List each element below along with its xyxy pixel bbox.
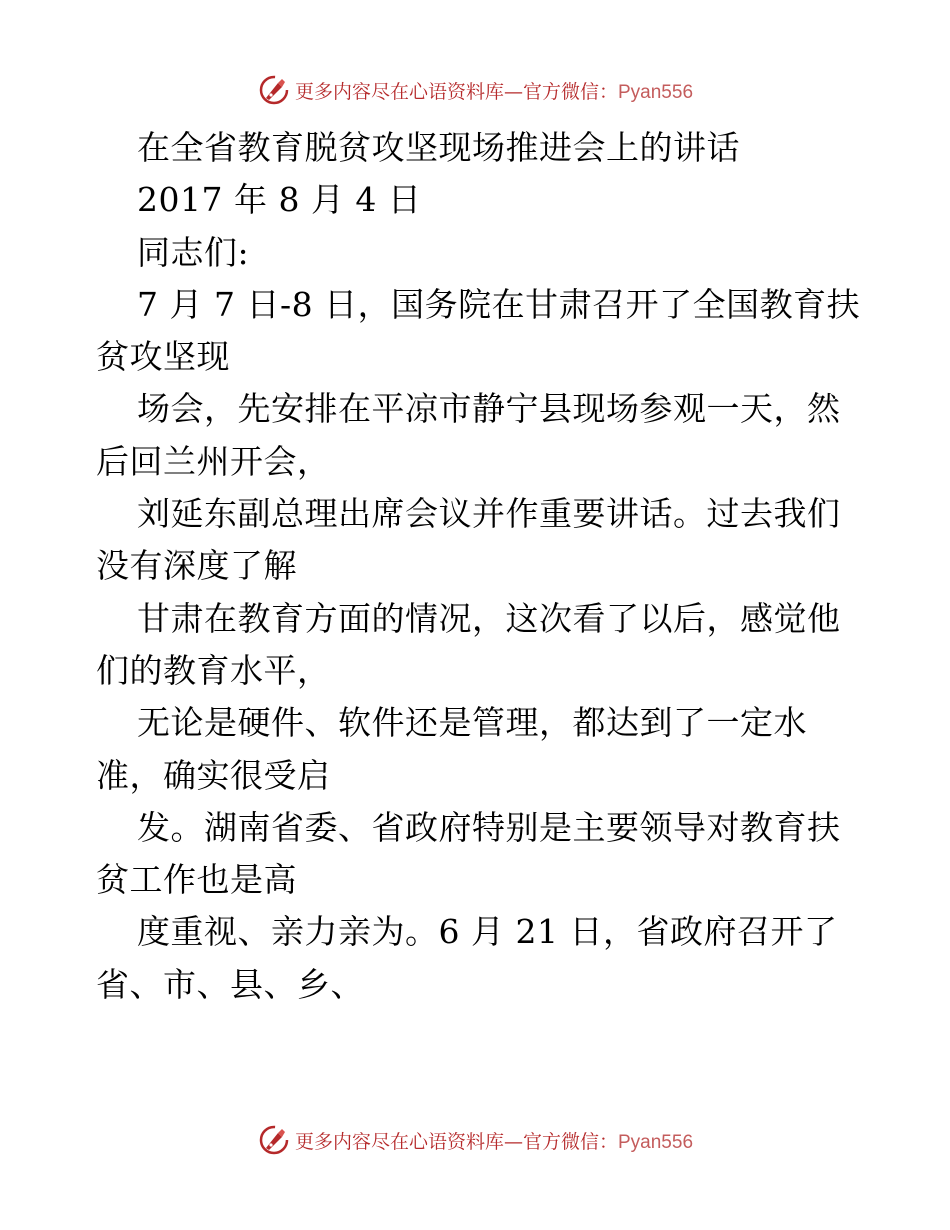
watermark-text xyxy=(295,77,693,104)
text-line: 后回兰州开会， xyxy=(96,441,331,481)
text-line: 同志们: xyxy=(137,232,250,272)
text-line: 2017 年 8 月 4 日 xyxy=(137,180,422,220)
text-line: 在全省教育脱贫攻坚现场推进会上的讲话 xyxy=(137,128,740,167)
watermark-separator: — xyxy=(503,80,523,103)
text-line: 没有深度了解 xyxy=(96,546,297,586)
footer-watermark xyxy=(0,1120,950,1160)
watermark-separator: — xyxy=(503,1130,523,1153)
watermark-main-text: 更多内容尽在心语资料库 xyxy=(294,80,504,103)
watermark-id: Pyan556 xyxy=(618,1131,694,1153)
pen-nib-logo-icon xyxy=(257,1123,291,1157)
text-line: 度重视、亲力亲为。6 月 21 日，省政府召开了 xyxy=(137,912,838,952)
document-body xyxy=(96,122,861,1011)
watermark-main-text: 更多内容尽在心语资料库 xyxy=(294,1130,504,1153)
header-watermark xyxy=(0,70,950,110)
text-line: 贫工作也是高 xyxy=(96,860,297,900)
text-line: 甘肃在教育方面的情况，这次看了以后，感觉他 xyxy=(137,598,841,638)
text-line: 场会，先安排在平凉市静宁县现场参观一天，然 xyxy=(137,389,841,429)
text-line: 刘延东副总理出席会议并作重要讲话。过去我们 xyxy=(137,494,841,534)
watermark-text xyxy=(295,1127,693,1154)
watermark-label: 官方微信： xyxy=(522,80,618,103)
text-line: 7 月 7 日-8 日，国务院在甘肃召开了全国教育扶 xyxy=(137,284,861,324)
text-line: 无论是硬件、软件还是管理，都达到了一定水 xyxy=(137,703,807,743)
watermark-label: 官方微信： xyxy=(522,1130,618,1153)
text-line: 们的教育水平， xyxy=(96,650,331,690)
watermark-id: Pyan556 xyxy=(618,81,694,103)
text-line: 省、市、县、乡、 xyxy=(96,964,364,1004)
text-line: 准，确实很受启 xyxy=(96,755,331,795)
text-line: 发。湖南省委、省政府特别是主要领导对教育扶 xyxy=(137,807,841,847)
text-line: 贫攻坚现 xyxy=(96,337,230,377)
pen-nib-logo-icon xyxy=(257,73,291,107)
